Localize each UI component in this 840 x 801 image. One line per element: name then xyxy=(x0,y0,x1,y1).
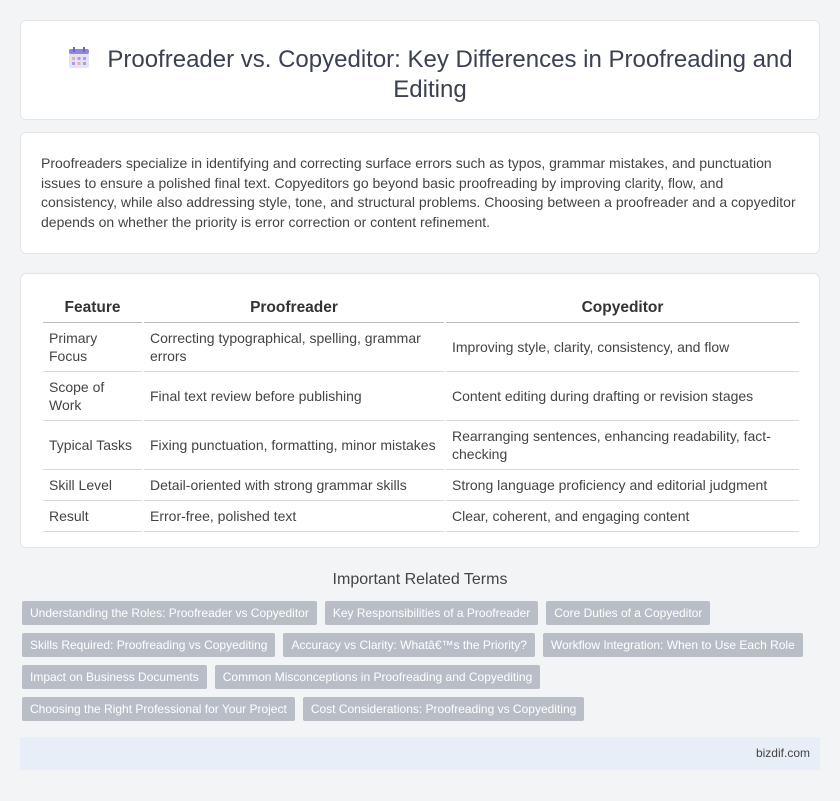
page-title-row xyxy=(61,45,799,105)
table-row xyxy=(43,371,799,420)
table-row xyxy=(43,500,799,531)
calendar-icon xyxy=(67,46,91,70)
cell-proofreader: Error-free, polished text xyxy=(143,500,445,531)
cell-copyeditor: Clear, coherent, and engaging content xyxy=(445,500,799,531)
header-proofreader: Proofreader xyxy=(143,294,445,322)
related-term-tag[interactable]: Impact on Business Documents xyxy=(22,665,207,689)
header-feature: Feature xyxy=(43,294,143,322)
table-row xyxy=(43,322,799,371)
intro-card xyxy=(20,132,820,254)
table-header-row xyxy=(43,294,799,322)
cell-feature: Result xyxy=(43,500,143,531)
cell-feature: Scope of Work xyxy=(43,371,143,420)
related-term-tag[interactable]: Accuracy vs Clarity: Whatâ€™s the Priority? xyxy=(283,633,534,657)
cell-copyeditor: Improving style, clarity, consistency, and flow xyxy=(445,322,799,371)
header-copyeditor: Copyeditor xyxy=(445,294,799,322)
cell-copyeditor: Strong language proficiency and editorial judgment xyxy=(445,469,799,500)
footer xyxy=(20,737,820,770)
related-term-tag[interactable]: Key Responsibilities of a Proofreader xyxy=(325,601,538,625)
table-row xyxy=(43,420,799,469)
related-term-tag[interactable]: Understanding the Roles: Proofreader vs Copyeditor xyxy=(22,601,317,625)
related-term-tag[interactable]: Choosing the Right Professional for Your Project xyxy=(22,697,295,721)
comparison-table-card xyxy=(20,273,820,548)
cell-proofreader: Final text review before publishing xyxy=(143,371,445,420)
header-card xyxy=(20,20,820,120)
cell-proofreader: Fixing punctuation, formatting, minor mistakes xyxy=(143,420,445,469)
related-term-tag[interactable]: Core Duties of a Copyeditor xyxy=(546,601,710,625)
related-term-tag[interactable]: Skills Required: Proofreading vs Copyediting xyxy=(22,633,275,657)
comparison-table xyxy=(43,294,799,532)
cell-feature: Skill Level xyxy=(43,469,143,500)
page-title: Proofreader vs. Copyeditor: Key Differences in Proofreading and Editing xyxy=(107,46,793,103)
cell-proofreader: Correcting typographical, spelling, grammar errors xyxy=(143,322,445,371)
table-row xyxy=(43,469,799,500)
footer-site-link[interactable]: bizdif.com xyxy=(755,746,810,760)
related-term-tag[interactable]: Workflow Integration: When to Use Each Role xyxy=(543,633,803,657)
related-term-tag[interactable]: Common Misconceptions in Proofreading and Copyediting xyxy=(215,665,541,689)
related-term-tag[interactable]: Cost Considerations: Proofreading vs Copyediting xyxy=(303,697,584,721)
cell-feature: Primary Focus xyxy=(43,322,143,371)
cell-copyeditor: Rearranging sentences, enhancing readability, fact-checking xyxy=(445,420,799,469)
intro-paragraph: Proofreaders specialize in identifying and correcting surface errors such as typos, grammar mistakes, and punctuation issues to ensure a polished final text. Copyeditors go beyond basic proofreading by improving clarity, flow, and consistency, while also addressing style, tone, and structural problems. Choosing between a proofreader and a copyeditor depends on whether the priority is error correction or content refinement. xyxy=(41,155,796,230)
cell-proofreader: Detail-oriented with strong grammar skills xyxy=(143,469,445,500)
related-terms-list xyxy=(22,601,812,729)
cell-copyeditor: Content editing during drafting or revision stages xyxy=(445,371,799,420)
cell-feature: Typical Tasks xyxy=(43,420,143,469)
related-terms-heading: Important Related Terms xyxy=(332,571,508,588)
